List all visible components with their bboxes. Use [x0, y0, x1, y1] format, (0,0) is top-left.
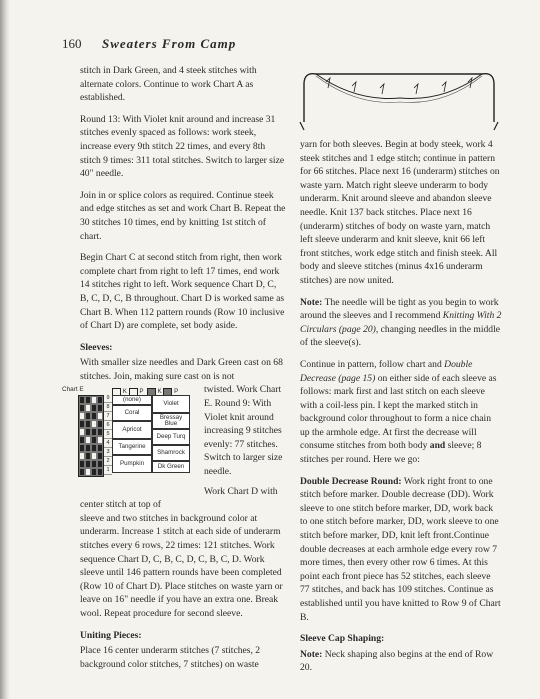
- color-tangerine: Tangerine: [112, 439, 152, 455]
- paragraph: [300, 358, 502, 467]
- color-none: (none): [112, 395, 152, 405]
- chart-e-label: Chart E: [62, 386, 84, 394]
- paragraph: [300, 648, 502, 675]
- right-column: [300, 138, 502, 675]
- legend-k: K: [122, 388, 127, 396]
- legend-p: P: [139, 388, 144, 396]
- chart-e-color-key: [112, 395, 196, 475]
- row-number: 4: [104, 439, 112, 448]
- chart-e: [62, 383, 198, 487]
- paragraph: Join in or splice colors as required. Continue steek and edge stitches as set and work Chart B. Repeat the 30 stitches 10 times, end by knitting 1st stitch of chart.: [80, 189, 286, 242]
- paragraph: sleeve and two stitches in background color at underarm. Increase 1 stitch at each side of underarm stitches every 6 rows, 22 times: 121 stitches. Work sequence Chart D, C, B, C, D, C, B, C, D. Work sleeve until 146 pattern rounds have been completed (Row 10 of Chart D). Place stitches on waste yarn or leave on 16" needle if you have an extra one. Break wool. Repeat procedure for second sleeve.: [80, 512, 283, 619]
- uniting-heading: Uniting Pieces:: [80, 629, 142, 641]
- paragraph: Round 13: With Violet knit around and increase 31 stitches evenly spaced as follows: work steek, increase every 9th stitch 22 times, and every 8th stitch 9 times: 311 total stitches. Switch to larger size 40" needle.: [80, 113, 285, 180]
- paragraph: stitch in Dark Green, and 4 steek stitches with alternate colors. Continue to work Chart A as established.: [80, 65, 257, 104]
- color-bressay-blue: Bressay Blue: [152, 413, 190, 429]
- row-number: 3: [104, 448, 112, 457]
- color-violet: Violet: [152, 395, 190, 413]
- color-coral: Coral: [112, 405, 152, 421]
- row-number: 1: [104, 466, 112, 475]
- note-label: Note:: [300, 648, 323, 660]
- note-text: , changing needles in the middle of the sleeve(s).: [300, 323, 501, 349]
- color-deep-turq: Deep Turq: [152, 429, 190, 445]
- row-number: 6: [104, 421, 112, 430]
- row-number: 5: [104, 430, 112, 439]
- row-number: 7: [104, 412, 112, 421]
- cross-reference: Double Decrease (page 15): [300, 358, 473, 384]
- note-text: The needle will be tight as you begin to work around the sleeves and I recommend: [300, 296, 499, 322]
- page-number: 160: [62, 36, 82, 51]
- color-dk-green: Dk Green: [152, 461, 190, 473]
- row-number: 9: [104, 394, 112, 403]
- double-decrease-round-label: Double Decrease Round:: [300, 475, 402, 487]
- chart-e-row-numbers: [104, 395, 112, 475]
- sleeve-cap-heading: Sleeve Cap Shaping:: [300, 633, 385, 645]
- paragraph: [300, 475, 502, 625]
- text: on either side of each sleeve as follows: mark first and last stitch on each sleeve with a coil-less pin. I kept the marked stitch in background color throughout to form a nice chain up the armhole edge. At first the decrease will consume stitches from both body: [300, 372, 497, 452]
- paragraph: Work Chart D with center stitch at top of: [80, 485, 278, 511]
- paragraph: twisted. Work Chart E. Round 9: With Violet knit around increasing 9 stitches evenly: 77 stitches. Switch to larger size needle.: [204, 384, 283, 478]
- row-number: 2: [104, 457, 112, 466]
- note-label: Note:: [300, 296, 323, 308]
- row-number: 8: [104, 403, 112, 412]
- emphasis: and: [429, 440, 446, 452]
- legend-px: P: [174, 388, 179, 396]
- paragraph: Begin Chart C at second stitch from right, then work complete chart from right to left 17 times, end work 14 stitches right to left. Work sequence Chart D, C, B, C, D, C, B throughout. Chart D is worked same as Chart B. When 112 pattern rounds (Row 10 inclusive of Chart D) are complete, set body aside.: [80, 252, 285, 332]
- note-paragraph: [300, 296, 502, 350]
- text: Continue in pattern, follow chart and: [300, 358, 445, 370]
- running-header: [62, 36, 502, 56]
- sleeves-heading: Sleeves:: [80, 341, 113, 353]
- text: Work right front to one stitch before marker. Double decrease (DD). Work sleeve to one stitch before marker, DD, work back to one stitch before marker, DD, work sleeve to one stitch before marker, DD, knit left front.Continue double decreases at each armhole edge every row 7 more times, then every other row 6 times. At this point each front piece has 52 stitches, each sleeve 77 stitches, and back has 109 stitches. Continue as established until you have knitted to Row 9 of Chart B.: [300, 475, 501, 623]
- chart-e-grid: [78, 395, 104, 477]
- chart-e-block: [62, 383, 286, 511]
- left-column: [62, 64, 286, 671]
- color-shamrock: Shamrock: [152, 445, 190, 461]
- paragraph: yarn for both sleeves. Begin at body steek, work 4 steek stitches and 1 edge stitch; continue in pattern for 66 stitches. Place next 16 (underarm) stitches on waste yarn. Match right sleeve underarm to body underarm. Knit around sleeve and abandon sleeve needle. Knit 137 back stitches. Place next 16 (underarm) stitches of body on waste yarn, match left sleeve underarm and knit sleeve, knit 66 left front stitches, work edge stitch and finish steek. All body and sleeve stitches (minus 4x16 underarm stitches) are now united.: [300, 139, 500, 286]
- paragraph: Place 16 center underarm stitches (7 stitches, 2 background color stitches, 7 stitches) on waste: [80, 645, 261, 670]
- color-apricot: Apricot: [112, 421, 152, 439]
- color-pumpkin: Pumpkin: [112, 455, 152, 473]
- text: sleeve; 8 stitches per round. Here we go:: [300, 440, 482, 466]
- cross-reference: Knitting With 2 Circulars (page 20): [300, 310, 502, 335]
- circular-needle-illustration: [296, 62, 504, 134]
- running-title: Sweaters From Camp: [102, 36, 237, 51]
- text: Neck shaping also begins at the end of Row 20.: [300, 648, 494, 674]
- legend-kx: K: [157, 388, 162, 396]
- paragraph: With smaller size needles and Dark Green cast on 68 stitches. Join, making sure cast on is not: [80, 357, 283, 382]
- page-binding-shadow: [0, 0, 10, 699]
